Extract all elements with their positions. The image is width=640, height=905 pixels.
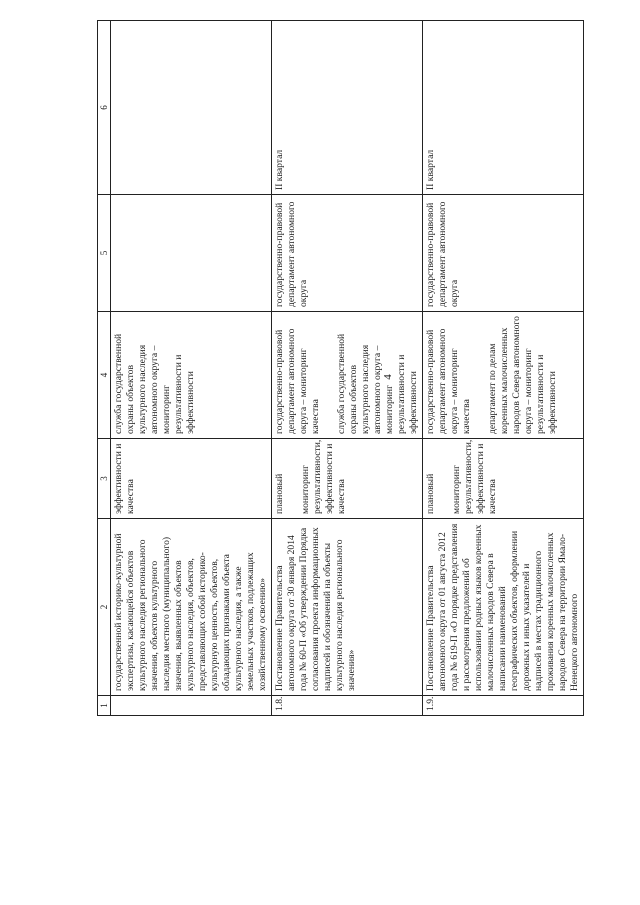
document-name: государственной историко-культурной экспертизы, касающейся объектов культурного наследия регионального значения, объектов культурного наследия местного (муниципального) значения, выявленных объектов культурного наследия, объектов, представляющих собой историко-культурную ценность, объектов, обладающих признаками объекта культурного наследия, а также земельных участков, подлежащих хозяйственному освоению»: [111, 519, 272, 696]
row-number: [111, 696, 272, 716]
period: II квартал: [423, 21, 584, 195]
header-row: [98, 21, 111, 716]
monitoring-bodies: государственно-правовой департамент автономного округа – мониторинг качества департамент по делам коренных малочисленных народов Севера автономного округа – мониторинг результативности и эффективности: [423, 312, 584, 439]
monitoring-bodies: служба государственной охраны объектов культурного наследия автономного округа – мониторинг результативности и эффективности: [111, 312, 272, 439]
table-row: [111, 21, 272, 716]
monitoring-type: плановый мониторинг результативности, эффективности и качества: [272, 439, 423, 519]
document-name: Постановление Правительства автономного округа от 01 августа 2012 года № 619-П «О порядке представления и рассмотрения предложений об использовании родных языков коренных малочисленных народов Севера в написании наименований географических объектов, оформлении дорожных и иных указателей и надписей в местах традиционного проживания коренных малочисленных народов Севера на территории Ямало-Ненецкого автономного: [423, 519, 584, 696]
responsible-body: [111, 195, 272, 312]
table-row: [423, 21, 584, 716]
responsible-body: государственно-правовой департамент автономного округа: [423, 195, 584, 312]
header-col-5: 5: [98, 195, 111, 312]
period: [111, 21, 272, 195]
header-col-4: 4: [98, 312, 111, 439]
period: II квартал: [272, 21, 423, 195]
document-name: Постановление Правительства автономного округа от 30 января 2014 года № 60-П «Об утверждении Порядка согласования проекта информационных надписей и обозначений на объекты культурного наследия регионального значения»: [272, 519, 423, 696]
page-number: 4: [382, 374, 394, 380]
header-col-1: 1: [98, 696, 111, 716]
row-number: 1.9.: [423, 696, 584, 716]
row-number: 1.8.: [272, 696, 423, 716]
document-table: [97, 21, 580, 716]
responsible-body: государственно-правовой департамент автономного округа: [272, 195, 423, 312]
header-col-2: 2: [98, 519, 111, 696]
table-row: [272, 21, 423, 716]
monitoring-type: эффективности и качества: [111, 439, 272, 519]
monitoring-type: плановый мониторинг результативности, эффективности и качества: [423, 439, 584, 519]
monitoring-bodies: государственно-правовой департамент автономного округа – мониторинг качества служба государственной охраны объектов культурного наследия автономного округа – мониторинг результативности и эффективности: [272, 312, 423, 439]
header-col-6: 6: [98, 21, 111, 195]
header-col-3: 3: [98, 439, 111, 519]
